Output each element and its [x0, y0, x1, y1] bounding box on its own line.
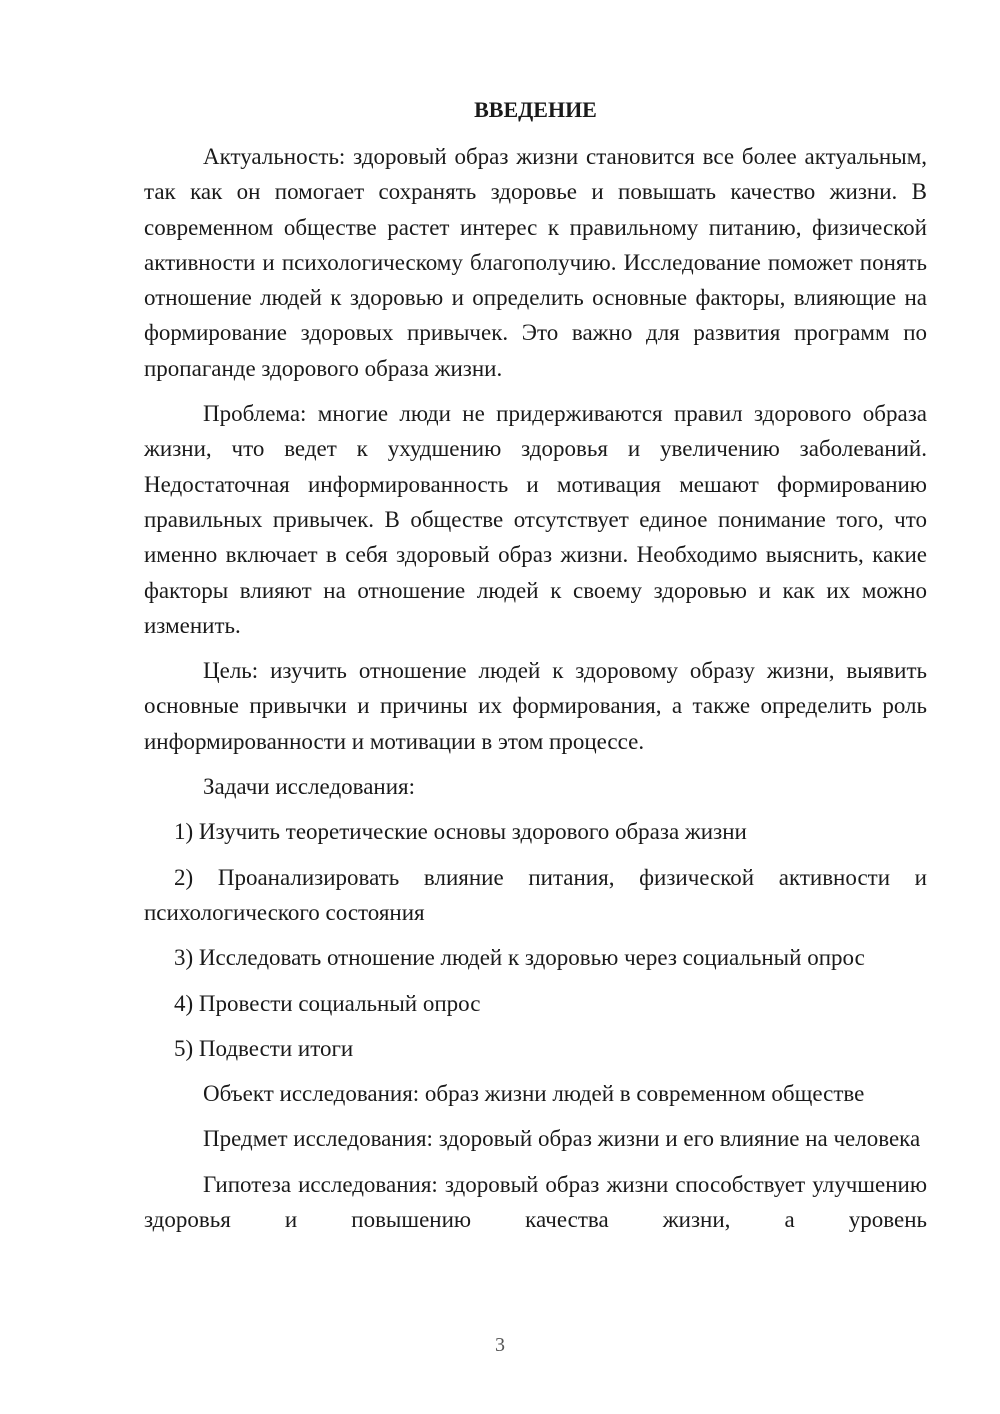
task-item: 3) Исследовать отношение людей к здоровью через социальный опрос: [174, 945, 865, 971]
task-item: 2) Проанализировать влияние питания, физической активности и психологического состояния: [144, 864, 927, 925]
hypothesis-paragraph: Гипотеза исследования: здоровый образ жизни способствует улучшению здоровья и повышению качества жизни, а уровень: [144, 1171, 927, 1233]
problem-paragraph: Проблема: многие люди не придерживаются правил здорового образа жизни, что ведет к ухудшению здоровья и увеличению заболеваний. Недостаточная информированность и мотивация мешают формированию правильных привычек. В обществе отсутствует единое понимание того, что именно включает в себя здоровый образ жизни. Необходимо выяснить, какие факторы влияют на отношение людей к своему здоровью и как их можно изменить.: [144, 401, 927, 638]
page-number: 3: [495, 1334, 505, 1356]
subject-paragraph: Предмет исследования: здоровый образ жизни и его влияние на человека: [203, 1126, 921, 1152]
relevance-paragraph: Актуальность: здоровый образ жизни становится все более актуальным, так как он помогает сохранять здоровье и повышать качество жизни. В современном обществе растет интерес к правильному питанию, физической активности и психологическому благополучию. Исследование поможет понять отношение людей к здоровью и определить основные факторы, влияющие на формирование здоровых привычек. Это важно для развития программ по пропаганде здорового образа жизни.: [144, 144, 927, 381]
object-paragraph: Объект исследования: образ жизни людей в современном обществе: [203, 1081, 865, 1107]
task-item: 5) Подвести итоги: [174, 1035, 354, 1061]
tasks-heading: Задачи исследования:: [203, 774, 416, 800]
task-item: 1) Изучить теоретические основы здорового образа жизни: [174, 819, 747, 845]
task-item: 4) Провести социальный опрос: [174, 990, 481, 1016]
page-content: [144, 92, 927, 1247]
section-title: ВВЕДЕНИЕ: [474, 97, 597, 122]
goal-paragraph: Цель: изучить отношение людей к здоровому образу жизни, выявить основные привычки и причины их формирования, а также определить роль информированности и мотивации в этом процессе.: [144, 658, 927, 754]
